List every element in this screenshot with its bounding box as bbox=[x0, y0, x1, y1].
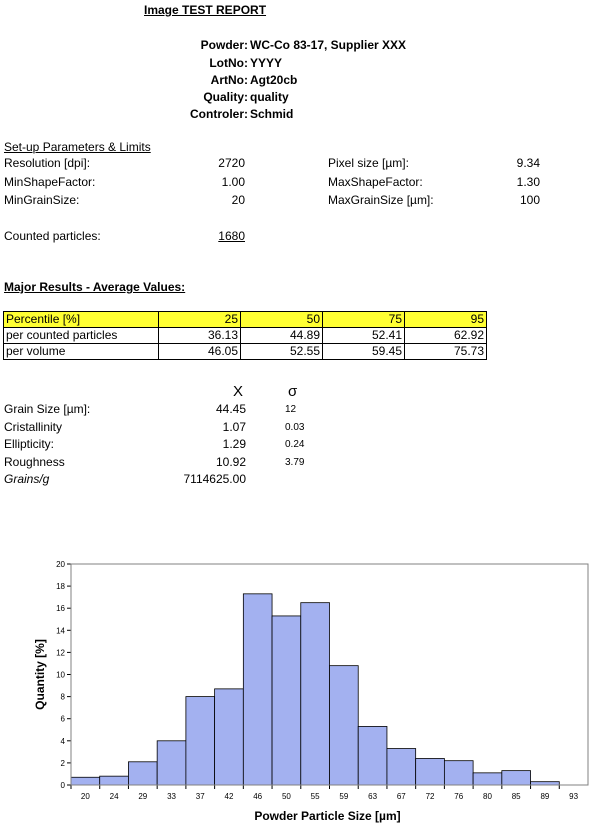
cell-value: 52.41 bbox=[323, 328, 405, 344]
y-tick-label: 12 bbox=[56, 648, 65, 658]
quality-value: quality bbox=[250, 90, 289, 104]
x-tick-label: 55 bbox=[310, 792, 320, 801]
histogram-bar bbox=[444, 761, 473, 785]
row-label: per volume bbox=[4, 344, 159, 360]
controler-value: Schmid bbox=[250, 107, 294, 121]
x-tick-label: 37 bbox=[195, 792, 205, 801]
percentile-95: 95 bbox=[405, 312, 487, 328]
roughness-label: Roughness bbox=[4, 455, 65, 469]
y-tick-label: 18 bbox=[56, 582, 65, 592]
max-shape-factor-label: MaxShapeFactor: bbox=[328, 175, 423, 189]
ellipticity-x: 1.29 bbox=[222, 437, 246, 451]
pixel-size-value: 9.34 bbox=[516, 156, 540, 170]
counted-particles-value: 1680 bbox=[218, 229, 245, 243]
lotno-value: YYYY bbox=[250, 56, 283, 70]
pixel-size-label: Pixel size [µm]: bbox=[328, 156, 409, 170]
x-tick-label: 33 bbox=[167, 792, 176, 801]
lotno-label: LotNo: bbox=[209, 56, 248, 70]
ellipticity-label: Ellipticity: bbox=[4, 437, 55, 451]
cell-value: 62.92 bbox=[405, 328, 487, 344]
table-row bbox=[4, 328, 487, 344]
cell-value: 59.45 bbox=[323, 344, 405, 360]
max-grain-size-label: MaxGrainSize [µm]: bbox=[328, 193, 434, 207]
percentile-table bbox=[3, 311, 487, 360]
x-tick-label: 72 bbox=[425, 792, 435, 801]
table-row bbox=[4, 344, 487, 360]
histogram-bar bbox=[215, 689, 244, 785]
cell-value: 52.55 bbox=[241, 344, 323, 360]
x-tick-label: 85 bbox=[511, 792, 521, 801]
y-tick-label: 20 bbox=[56, 560, 65, 569]
y-tick-label: 2 bbox=[60, 758, 65, 768]
percentile-75: 75 bbox=[323, 312, 405, 328]
percentile-25: 25 bbox=[159, 312, 241, 328]
major-results-heading: Major Results - Average Values: bbox=[4, 280, 186, 294]
histogram-bar bbox=[71, 777, 100, 785]
grain-size-sigma: 12 bbox=[285, 404, 297, 415]
roughness-sigma: 3.79 bbox=[285, 457, 305, 468]
histogram-bar bbox=[358, 726, 387, 785]
x-tick-label: 89 bbox=[540, 792, 550, 801]
artno-label: ArtNo: bbox=[210, 73, 248, 87]
x-tick-label: 80 bbox=[483, 792, 492, 801]
y-tick-label: 16 bbox=[56, 604, 65, 614]
x-axis-label: Powder Particle Size [µm] bbox=[254, 809, 401, 823]
x-tick-label: 42 bbox=[224, 792, 234, 801]
histogram-bar bbox=[186, 697, 215, 785]
y-tick-label: 10 bbox=[56, 670, 65, 680]
y-tick-label: 4 bbox=[60, 736, 65, 746]
x-tick-label: 24 bbox=[109, 792, 119, 801]
histogram-bar bbox=[301, 603, 330, 785]
counted-particles-label: Counted particles: bbox=[4, 229, 101, 243]
x-tick-label: 63 bbox=[368, 792, 378, 801]
roughness-x: 10.92 bbox=[215, 455, 246, 469]
max-grain-size-value: 100 bbox=[519, 193, 540, 207]
grain-size-x: 44.45 bbox=[215, 402, 246, 416]
histogram-bar bbox=[243, 594, 272, 785]
x-header: X bbox=[233, 383, 244, 400]
powder-value: WC-Co 83-17, Supplier XXX bbox=[250, 38, 407, 52]
row-label: per counted particles bbox=[4, 328, 159, 344]
quality-label: Quality: bbox=[203, 90, 248, 104]
percentile-50: 50 bbox=[241, 312, 323, 328]
x-tick-label: 50 bbox=[281, 792, 291, 801]
histogram-bar bbox=[157, 741, 186, 785]
powder-label: Powder: bbox=[200, 38, 248, 52]
x-tick-label: 67 bbox=[396, 792, 406, 801]
histogram-bar bbox=[100, 776, 129, 785]
cell-value: 46.05 bbox=[159, 344, 241, 360]
resolution-label: Resolution [dpi]: bbox=[4, 156, 91, 170]
cell-value: 75.73 bbox=[405, 344, 487, 360]
cristallinity-x: 1.07 bbox=[222, 420, 246, 434]
y-tick-label: 14 bbox=[56, 626, 65, 636]
histogram-bar bbox=[502, 771, 531, 785]
min-grain-size-label: MinGrainSize: bbox=[4, 193, 80, 207]
histogram-bar bbox=[416, 758, 445, 785]
artno-value: Agt20cb bbox=[250, 73, 298, 87]
grain-size-label: Grain Size [µm]: bbox=[4, 402, 91, 416]
setup-heading: Set-up Parameters & Limits bbox=[4, 140, 151, 154]
y-tick-label: 8 bbox=[60, 692, 65, 702]
cristallinity-sigma: 0.03 bbox=[285, 422, 305, 433]
x-tick-label: 46 bbox=[253, 792, 263, 801]
histogram-bar bbox=[272, 616, 301, 785]
y-tick-label: 6 bbox=[60, 714, 65, 724]
report-title: Image TEST REPORT bbox=[144, 3, 267, 17]
sigma-header: σ bbox=[288, 383, 298, 400]
cristallinity-label: Cristallinity bbox=[4, 420, 63, 434]
histogram-bar bbox=[330, 666, 359, 785]
histogram-bar bbox=[473, 773, 502, 785]
y-axis-label: Quantity [%] bbox=[33, 639, 47, 710]
particle-size-histogram bbox=[0, 552, 600, 826]
x-tick-label: 29 bbox=[138, 792, 148, 801]
ellipticity-sigma: 0.24 bbox=[285, 439, 305, 450]
min-grain-size-value: 20 bbox=[231, 193, 245, 207]
cell-value: 44.89 bbox=[241, 328, 323, 344]
histogram-bar bbox=[128, 762, 157, 785]
grains-per-g-x: 7114625.00 bbox=[183, 472, 246, 486]
max-shape-factor-value: 1.30 bbox=[516, 175, 540, 189]
x-tick-label: 20 bbox=[80, 792, 90, 801]
cell-value: 36.13 bbox=[159, 328, 241, 344]
percentile-header-row bbox=[4, 312, 487, 328]
min-shape-factor-label: MinShapeFactor: bbox=[4, 175, 96, 189]
min-shape-factor-value: 1.00 bbox=[221, 175, 245, 189]
x-tick-label: 76 bbox=[454, 792, 464, 801]
grains-per-g-label: Grains/g bbox=[4, 472, 50, 486]
x-tick-label: 59 bbox=[339, 792, 349, 801]
resolution-value: 2720 bbox=[218, 156, 245, 170]
y-tick-label: 0 bbox=[60, 781, 65, 790]
x-tick-label: 93 bbox=[569, 792, 579, 801]
histogram-bar bbox=[387, 749, 416, 785]
controler-label: Controler: bbox=[190, 107, 248, 121]
percentile-header-label: Percentile [%] bbox=[4, 312, 159, 328]
